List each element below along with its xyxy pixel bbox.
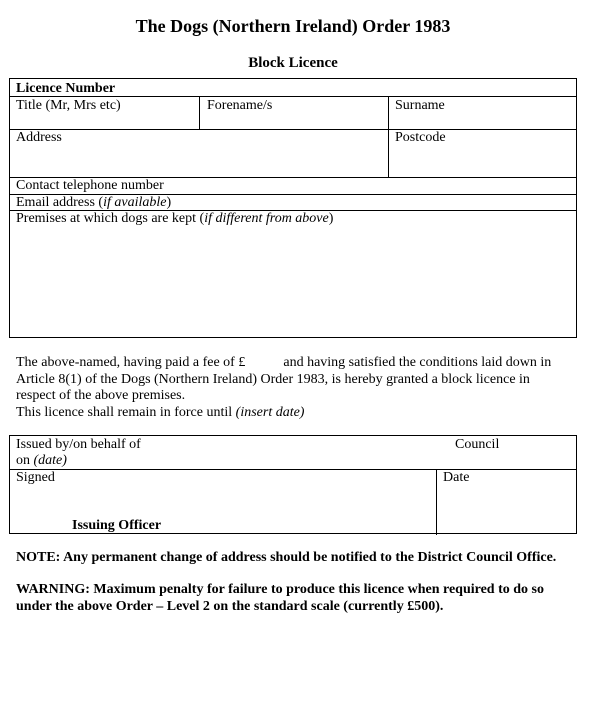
title-label: Title (Mr, Mrs etc) [16,98,121,113]
statement-line-1: The above-named, having paid a fee of £ and having satisfied the conditions laid down in [16,355,552,370]
premises-label: Premises at which dogs are kept (if different from above) [16,211,334,226]
surname-label: Surname [395,98,445,113]
issued-by-label: Issued by/on behalf of [16,437,141,452]
issued-on-label: on (date) [16,453,67,468]
warning-line-2: under the above Order – Level 2 on the standard scale (currently £500). [16,598,444,614]
warning-line-1: WARNING: Maximum penalty for failure to produce this licence when required to do so [16,582,544,597]
signed-label: Signed [16,470,55,485]
divider [10,469,576,470]
council-label: Council [455,437,500,452]
divider [199,96,200,129]
date-label: Date [443,470,470,485]
licence-statement [16,355,566,421]
statement-line-3: respect of the above premises. [16,388,186,403]
issuing-officer-label: Issuing Officer [72,518,162,533]
divider [10,129,576,130]
divider [10,96,576,97]
statement-line-4: This licence shall remain in force until (insert date) [16,404,305,420]
page-title: The Dogs (Northern Ireland) Order 1983 [135,16,451,36]
note-text: NOTE: Any permanent change of address should be notified to the District Council Office. [16,550,557,565]
divider [388,96,389,177]
issue-details-table [9,435,577,534]
address-label: Address [16,130,62,145]
divider [436,469,437,535]
telephone-label: Contact telephone number [16,178,164,193]
warning-text [16,582,576,615]
applicant-details-table [9,78,577,338]
statement-line-2: Article 8(1) of the Dogs (Northern Ireland) Order 1983, is hereby granted a block licence in [16,371,530,387]
licence-number-label: Licence Number [16,81,116,96]
postcode-label: Postcode [395,130,446,145]
email-label: Email address (if available) [16,195,172,210]
page-subtitle: Block Licence [248,55,338,71]
forename-label: Forename/s [207,98,273,113]
